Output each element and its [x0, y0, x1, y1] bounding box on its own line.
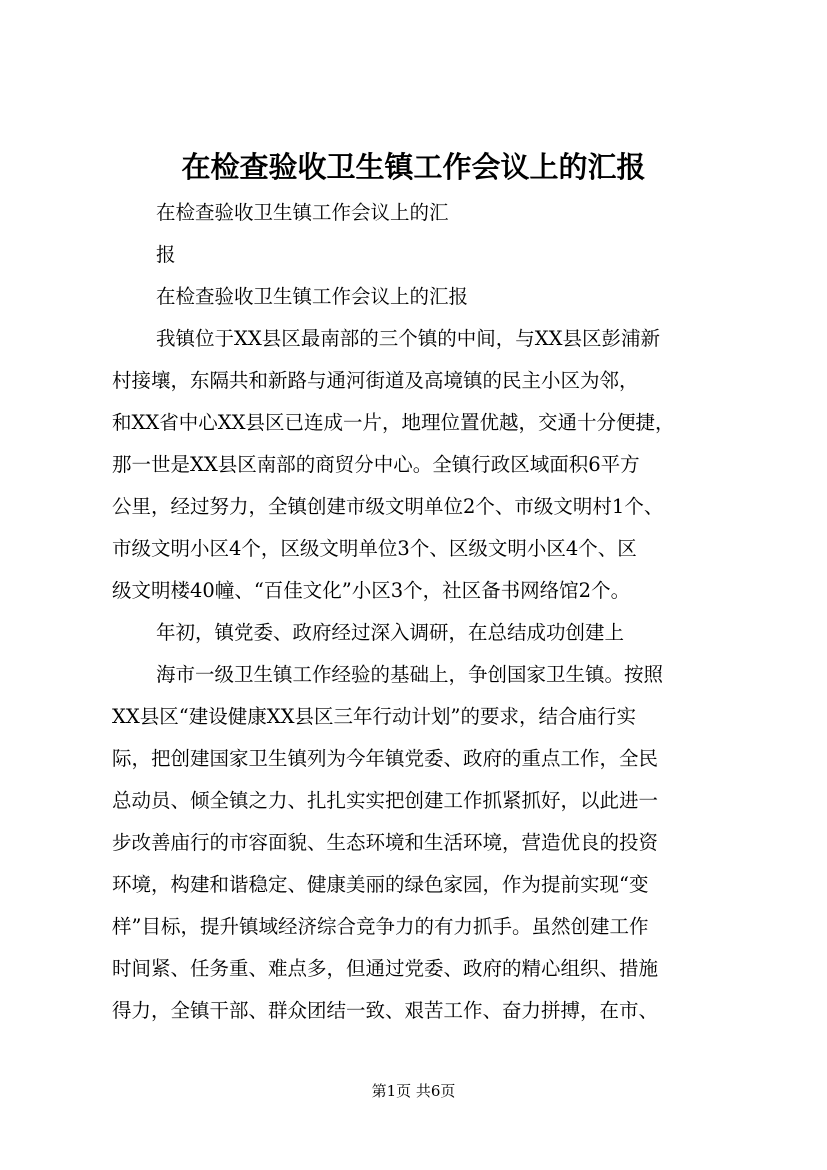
body-line: 公里，经过努力，全镇创建市级文明单位2个、市级文明村1个、	[112, 495, 664, 518]
body-line: 在检查验收卫生镇工作会议上的汇	[156, 201, 449, 224]
body-line: 那一世是XX县区南部的商贸分中心。全镇行政区域面积6平方	[112, 453, 640, 476]
body-line: 得力，全镇干部、群众团结一致、艰苦工作、奋力拼搏，在市、	[112, 999, 659, 1022]
document-title: 在检查验收卫生镇工作会议上的汇报	[181, 150, 646, 184]
body-line: 总动员、倾全镇之力、扎扎实实把创建工作抓紧抓好，以此进一	[112, 789, 659, 812]
body-line: 市级文明小区4个，区级文明单位3个、区级文明小区4个、区	[112, 537, 637, 560]
body-line: 级文明楼40幢、“百佳文化”小区3个，社区备书网络馆2个。	[112, 579, 631, 602]
body-line: 环境，构建和谐稳定、健康美丽的绿色家园，作为提前实现“变	[112, 873, 649, 896]
body-line: 报	[156, 243, 176, 266]
body-line: 际，把创建国家卫生镇列为今年镇党委、政府的重点工作，全民	[112, 747, 659, 770]
body-line: 步改善庙行的市容面貌、生态环境和生活环境，营造优良的投资	[112, 831, 659, 854]
body-line: 时间紧、任务重、难点多，但通过党委、政府的精心组织、措施	[112, 957, 659, 980]
body-line: XX县区“建设健康XX县区三年行动计划”的要求，结合庙行实	[112, 705, 636, 728]
body-line: 年初，镇党委、政府经过深入调研，在总结成功创建上	[156, 621, 625, 644]
page-number-footer: 第1页 共6页	[371, 1082, 456, 1100]
body-line: 样”目标，提升镇域经济综合竞争力的有力抓手。虽然创建工作	[112, 915, 649, 938]
body-line: 村接壤，东隔共和新路与通河街道及高境镇的民主小区为邻，	[112, 369, 639, 392]
body-line: 海市一级卫生镇工作经验的基础上，争创国家卫生镇。按照	[156, 663, 664, 686]
body-line: 在检查验收卫生镇工作会议上的汇报	[156, 285, 469, 308]
body-line: 和XX省中心XX县区已连成一片，地理位置优越，交通十分便捷，	[112, 411, 675, 434]
body-line: 我镇位于XX县区最南部的三个镇的中间，与XX县区彭浦新	[156, 327, 661, 350]
